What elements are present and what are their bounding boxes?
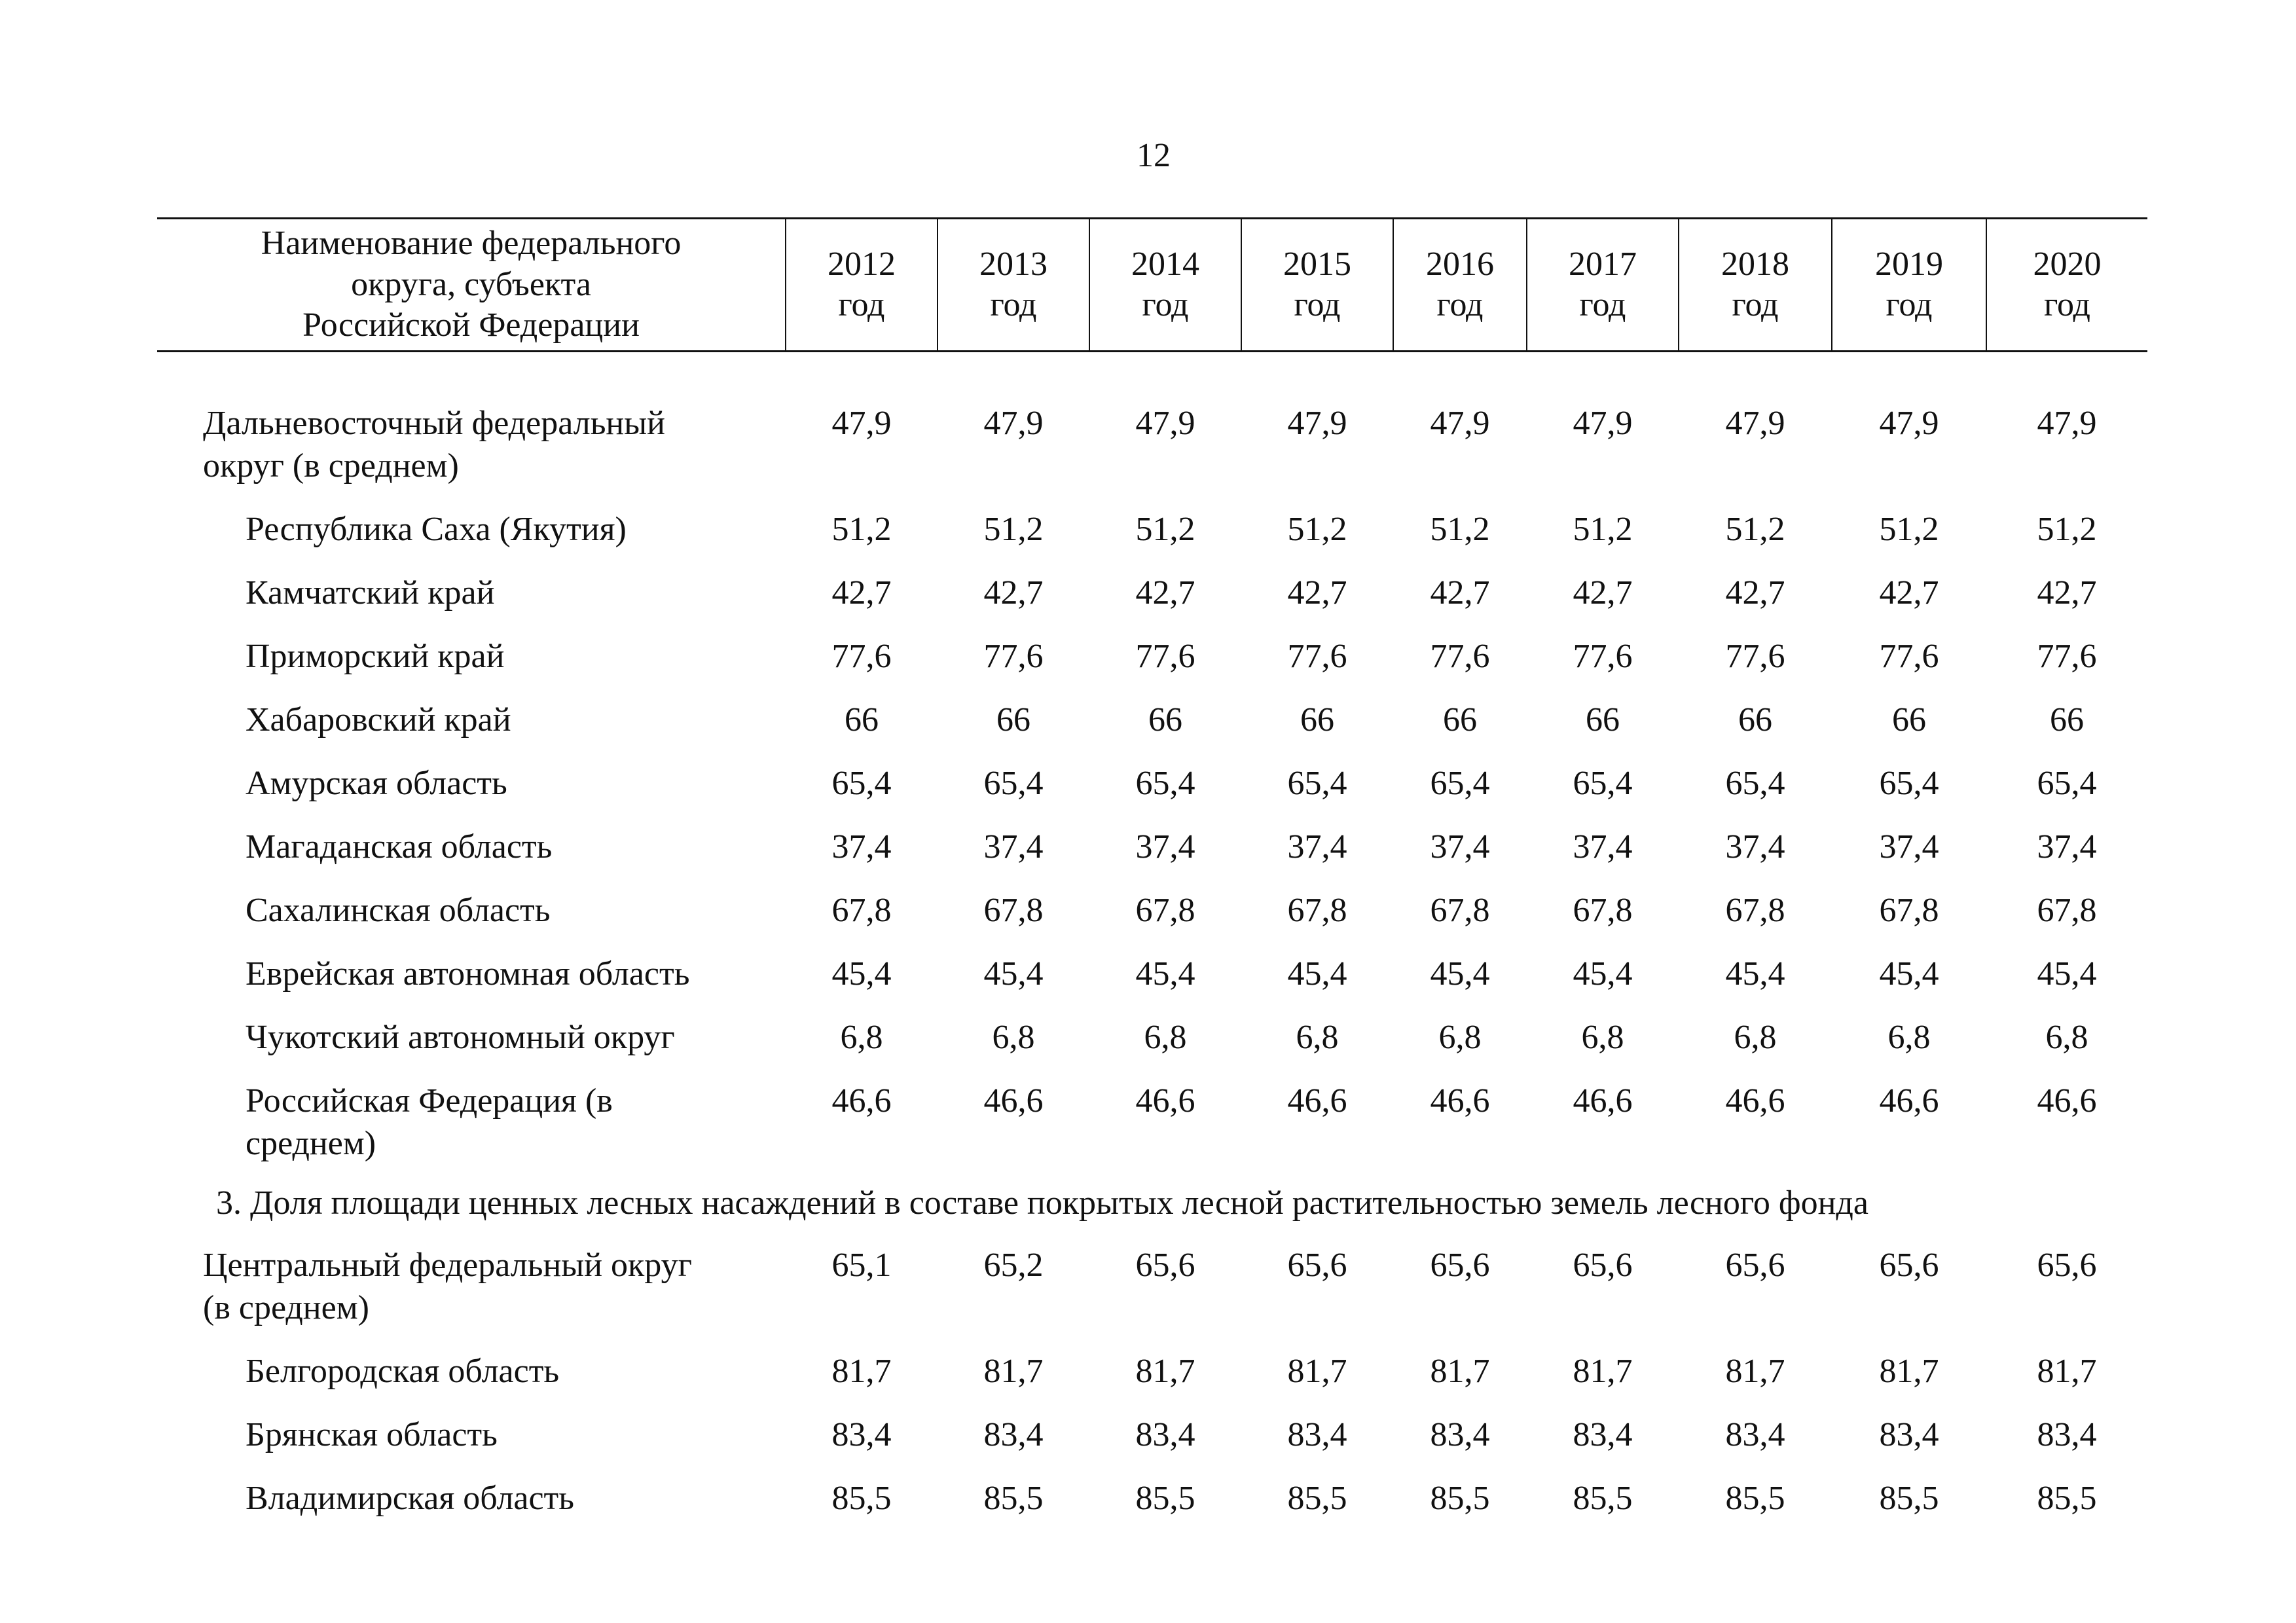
year-label: 2020 (2033, 245, 2102, 283)
value-cell: 37,4 (2037, 828, 2097, 866)
value-cell: 66 (1443, 701, 1477, 739)
region-name-line: Приморский край (246, 638, 505, 675)
value-cell: 51,2 (1573, 511, 1633, 548)
value-cell: 65,4 (2037, 765, 2097, 802)
region-name-line: Дальневосточный федеральный (203, 405, 666, 442)
value-cell: 81,7 (1879, 1353, 1939, 1390)
year-column-header (1986, 219, 2147, 352)
value-cell: 51,2 (983, 511, 1044, 548)
value-cell: 77,6 (2037, 638, 2097, 675)
region-name (157, 1069, 786, 1175)
region-name-line: округ (в среднем) (203, 447, 459, 484)
table-row (157, 1403, 2147, 1467)
page-number: 12 (1137, 137, 1171, 174)
value-cell: 6,8 (992, 1019, 1035, 1056)
year-column-header (1393, 219, 1527, 352)
region-name (157, 392, 786, 498)
value-cell: 47,9 (831, 405, 892, 442)
value-cell: 6,8 (840, 1019, 883, 1056)
value-cell: 45,4 (1573, 955, 1633, 993)
year-suffix: год (2044, 286, 2090, 323)
value-cell: 77,6 (831, 638, 892, 675)
year-suffix: год (1436, 286, 1484, 323)
value-cell: 47,9 (983, 405, 1044, 442)
value-cell: 45,4 (983, 955, 1044, 993)
value-cell: 47,9 (1135, 405, 1195, 442)
data-table-container (157, 217, 2147, 1530)
region-name (157, 942, 786, 1006)
table-row (157, 1340, 2147, 1403)
region-name-line: Чукотский автономный округ (246, 1019, 675, 1056)
value-cell: 42,7 (983, 574, 1044, 611)
year-column-header (1679, 219, 1832, 352)
region-name-line: Владимирская область (246, 1480, 574, 1517)
value-cell: 67,8 (1573, 892, 1633, 929)
value-cell: 46,6 (2037, 1082, 2097, 1120)
region-name (157, 1467, 786, 1530)
value-cell: 85,5 (983, 1480, 1044, 1517)
value-cell: 65,4 (1287, 765, 1347, 802)
value-cell: 83,4 (1725, 1416, 1785, 1453)
value-cell: 6,8 (1144, 1019, 1187, 1056)
region-name (157, 688, 786, 752)
value-cell: 45,4 (831, 955, 892, 993)
value-cell: 65,4 (1573, 765, 1633, 802)
value-cell: 83,4 (1430, 1416, 1490, 1453)
value-cell: 51,2 (1287, 511, 1347, 548)
value-cell: 81,7 (1725, 1353, 1785, 1390)
value-cell: 65,6 (1725, 1247, 1785, 1284)
value-cell: 42,7 (1573, 574, 1633, 611)
value-cell: 46,6 (1725, 1082, 1785, 1120)
value-cell: 42,7 (1430, 574, 1490, 611)
value-cell: 47,9 (2037, 405, 2097, 442)
value-cell: 85,5 (1879, 1480, 1939, 1517)
value-cell: 51,2 (1879, 511, 1939, 548)
value-cell: 83,4 (1573, 1416, 1633, 1453)
value-cell: 66 (996, 701, 1030, 739)
region-name (157, 561, 786, 625)
value-cell: 85,5 (2037, 1480, 2097, 1517)
value-cell: 85,5 (1430, 1480, 1490, 1517)
value-cell: 42,7 (2037, 574, 2097, 611)
value-cell: 66 (1892, 701, 1926, 739)
value-cell: 81,7 (983, 1353, 1044, 1390)
value-cell: 66 (1738, 701, 1772, 739)
value-cell: 46,6 (983, 1082, 1044, 1120)
year-column-header (938, 219, 1089, 352)
value-cell: 51,2 (1135, 511, 1195, 548)
table-row (157, 942, 2147, 1006)
value-cell: 66 (1148, 701, 1182, 739)
value-cell: 45,4 (1879, 955, 1939, 993)
region-name-line: Амурская область (246, 765, 507, 802)
table-row (157, 1006, 2147, 1069)
value-cell: 6,8 (1296, 1019, 1339, 1056)
value-cell: 65,6 (1879, 1247, 1939, 1284)
table-row (157, 1233, 2147, 1340)
year-suffix: год (838, 286, 885, 323)
year-column-header (1832, 219, 1986, 352)
value-cell: 81,7 (1430, 1353, 1490, 1390)
value-cell: 83,4 (1287, 1416, 1347, 1453)
value-cell: 85,5 (1573, 1480, 1633, 1517)
section-title-row (157, 1175, 2147, 1233)
value-cell: 51,2 (1725, 511, 1785, 548)
value-cell: 37,4 (1725, 828, 1785, 866)
value-cell: 77,6 (983, 638, 1044, 675)
table-row (157, 625, 2147, 688)
table-row (157, 752, 2147, 815)
year-label: 2019 (1875, 245, 1943, 283)
value-cell: 47,9 (1573, 405, 1633, 442)
value-cell: 65,2 (983, 1247, 1044, 1284)
year-label: 2014 (1131, 245, 1199, 283)
value-cell: 46,6 (1430, 1082, 1490, 1120)
value-cell: 45,4 (2037, 955, 2097, 993)
year-label: 2018 (1721, 245, 1789, 283)
region-name-line: Белгородская область (246, 1353, 560, 1390)
value-cell: 45,4 (1725, 955, 1785, 993)
value-cell: 51,2 (831, 511, 892, 548)
region-name (157, 1233, 786, 1340)
year-suffix: год (1886, 286, 1933, 323)
value-cell: 45,4 (1287, 955, 1347, 993)
value-cell: 67,8 (1430, 892, 1490, 929)
year-label: 2015 (1283, 245, 1351, 283)
year-column-header (1241, 219, 1393, 352)
value-cell: 81,7 (1573, 1353, 1633, 1390)
name-header-line: Российской Федерации (302, 306, 640, 344)
value-cell: 67,8 (1879, 892, 1939, 929)
region-name (157, 752, 786, 815)
value-cell: 37,4 (831, 828, 892, 866)
value-cell: 83,4 (1879, 1416, 1939, 1453)
value-cell: 65,6 (1430, 1247, 1490, 1284)
value-cell: 85,5 (1287, 1480, 1347, 1517)
region-name (157, 879, 786, 942)
value-cell: 65,4 (831, 765, 892, 802)
table-row (157, 561, 2147, 625)
spacer-row (157, 352, 2147, 392)
region-name-line: Брянская область (246, 1416, 498, 1453)
value-cell: 65,6 (1135, 1247, 1195, 1284)
value-cell: 51,2 (2037, 511, 2097, 548)
value-cell: 81,7 (1135, 1353, 1195, 1390)
value-cell: 46,6 (1287, 1082, 1347, 1120)
table-row (157, 392, 2147, 498)
value-cell: 85,5 (831, 1480, 892, 1517)
value-cell: 37,4 (983, 828, 1044, 866)
value-cell: 77,6 (1573, 638, 1633, 675)
year-suffix: год (1294, 286, 1341, 323)
table-row (157, 1467, 2147, 1530)
value-cell: 83,4 (983, 1416, 1044, 1453)
region-name (157, 625, 786, 688)
value-cell: 67,8 (1135, 892, 1195, 929)
value-cell: 47,9 (1879, 405, 1939, 442)
value-cell: 65,4 (1879, 765, 1939, 802)
value-cell: 65,6 (1287, 1247, 1347, 1284)
value-cell: 46,6 (831, 1082, 892, 1120)
year-column-header (1089, 219, 1241, 352)
value-cell: 42,7 (1725, 574, 1785, 611)
value-cell: 83,4 (831, 1416, 892, 1453)
value-cell: 47,9 (1725, 405, 1785, 442)
value-cell: 37,4 (1573, 828, 1633, 866)
value-cell: 66 (2050, 701, 2084, 739)
value-cell: 65,1 (831, 1247, 892, 1284)
region-name-line: Сахалинская область (246, 892, 551, 929)
value-cell: 83,4 (2037, 1416, 2097, 1453)
value-cell: 67,8 (831, 892, 892, 929)
value-cell: 6,8 (1887, 1019, 1931, 1056)
name-header-line: округа, субъекта (351, 265, 591, 303)
value-cell: 6,8 (2045, 1019, 2088, 1056)
value-cell: 6,8 (1734, 1019, 1777, 1056)
region-name (157, 498, 786, 561)
region-name-line: Российская Федерация (в (246, 1082, 613, 1120)
value-cell: 45,4 (1135, 955, 1195, 993)
value-cell: 81,7 (831, 1353, 892, 1390)
value-cell: 42,7 (1879, 574, 1939, 611)
value-cell: 6,8 (1581, 1019, 1624, 1056)
year-label: 2016 (1426, 245, 1494, 283)
year-suffix: год (1142, 286, 1189, 323)
region-name (157, 1006, 786, 1069)
year-suffix: год (990, 286, 1037, 323)
value-cell: 85,5 (1135, 1480, 1195, 1517)
year-label: 2013 (979, 245, 1048, 283)
value-cell: 67,8 (1725, 892, 1785, 929)
value-cell: 67,8 (983, 892, 1044, 929)
value-cell: 51,2 (1430, 511, 1490, 548)
value-cell: 81,7 (2037, 1353, 2097, 1390)
region-name-line: Магаданская область (246, 828, 553, 866)
region-name-line: Центральный федеральный округ (203, 1247, 692, 1284)
table-row (157, 688, 2147, 752)
value-cell: 42,7 (1135, 574, 1195, 611)
value-cell: 6,8 (1438, 1019, 1482, 1056)
value-cell: 42,7 (831, 574, 892, 611)
region-name-line: Еврейская автономная область (246, 955, 690, 993)
region-name (157, 1403, 786, 1467)
value-cell: 66 (845, 701, 879, 739)
value-cell: 85,5 (1725, 1480, 1785, 1517)
value-cell: 65,4 (1725, 765, 1785, 802)
value-cell: 37,4 (1135, 828, 1195, 866)
value-cell: 42,7 (1287, 574, 1347, 611)
value-cell: 46,6 (1573, 1082, 1633, 1120)
value-cell: 46,6 (1879, 1082, 1939, 1120)
year-column-header (786, 219, 938, 352)
year-suffix: год (1732, 286, 1779, 323)
value-cell: 83,4 (1135, 1416, 1195, 1453)
year-suffix: год (1579, 286, 1626, 323)
value-cell: 77,6 (1287, 638, 1347, 675)
table-row (157, 1069, 2147, 1175)
region-name-line: Камчатский край (246, 574, 495, 611)
section-title: 3. Доля площади ценных лесных насаждений в составе покрытых лесной растительностью земель лесного фонда (216, 1184, 1868, 1222)
value-cell: 66 (1586, 701, 1620, 739)
region-name-line: среднем) (246, 1125, 376, 1162)
value-cell: 65,4 (1430, 765, 1490, 802)
value-cell: 46,6 (1135, 1082, 1195, 1120)
value-cell: 77,6 (1135, 638, 1195, 675)
year-label: 2017 (1569, 245, 1637, 283)
region-name (157, 1340, 786, 1403)
value-cell: 37,4 (1430, 828, 1490, 866)
region-name-line: Республика Саха (Якутия) (246, 511, 627, 548)
value-cell: 77,6 (1725, 638, 1785, 675)
value-cell: 37,4 (1287, 828, 1347, 866)
value-cell: 47,9 (1430, 405, 1490, 442)
table-row (157, 879, 2147, 942)
value-cell: 67,8 (1287, 892, 1347, 929)
table-header-row (157, 219, 2147, 352)
value-cell: 65,6 (2037, 1247, 2097, 1284)
value-cell: 45,4 (1430, 955, 1490, 993)
value-cell: 77,6 (1879, 638, 1939, 675)
data-table (157, 217, 2147, 1530)
region-name-line: (в среднем) (203, 1289, 369, 1326)
region-name (157, 815, 786, 879)
table-body (157, 352, 2147, 1531)
name-header-line: Наименование федерального (261, 225, 682, 263)
value-cell: 81,7 (1287, 1353, 1347, 1390)
name-column-header (157, 219, 786, 352)
value-cell: 65,4 (983, 765, 1044, 802)
table-row (157, 815, 2147, 879)
value-cell: 66 (1300, 701, 1334, 739)
value-cell: 67,8 (2037, 892, 2097, 929)
value-cell: 77,6 (1430, 638, 1490, 675)
year-label: 2012 (828, 245, 896, 283)
region-name-line: Хабаровский край (246, 701, 511, 739)
value-cell: 65,6 (1573, 1247, 1633, 1284)
value-cell: 65,4 (1135, 765, 1195, 802)
year-column-header (1527, 219, 1679, 352)
value-cell: 47,9 (1287, 405, 1347, 442)
table-row (157, 498, 2147, 561)
value-cell: 37,4 (1879, 828, 1939, 866)
